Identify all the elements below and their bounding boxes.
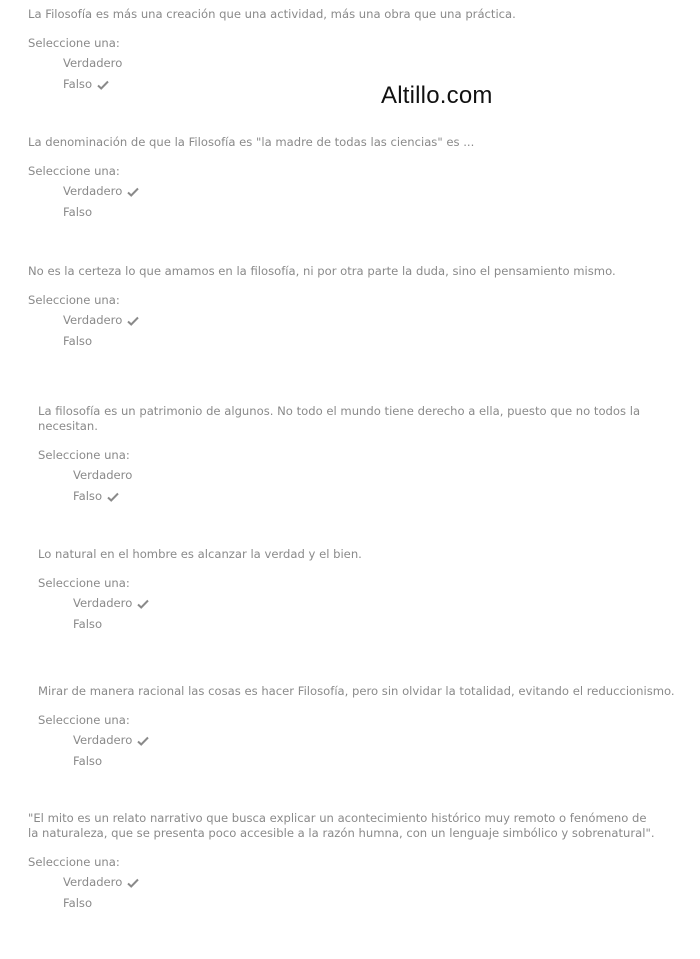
question-text: La Filosofía es más una creación que una actividad, más una obra que una práctica. (28, 7, 516, 21)
check-icon (137, 736, 149, 746)
option-label: Falso (73, 489, 103, 503)
select-prompt: Seleccione una: (28, 293, 120, 307)
question-text: No es la certeza lo que amamos en la filosofía, ni por otra parte la duda, sino el pensamiento mismo. (28, 264, 616, 278)
option-label: Verdadero (63, 875, 123, 889)
option-label: Falso (63, 205, 93, 219)
option-label: Verdadero (63, 56, 123, 70)
options-list (28, 872, 658, 914)
check-icon (127, 878, 139, 888)
check-icon (97, 80, 109, 90)
option-label: Verdadero (73, 596, 133, 610)
option-verdadero[interactable] (63, 310, 648, 331)
option-label: Verdadero (73, 468, 133, 482)
option-verdadero[interactable] (73, 730, 688, 751)
option-falso[interactable] (63, 202, 688, 223)
options-list (28, 53, 688, 95)
select-prompt: Seleccione una: (28, 855, 120, 869)
question-block (28, 7, 688, 95)
options-list (38, 730, 688, 772)
option-falso[interactable] (73, 614, 668, 635)
option-verdadero[interactable] (63, 53, 688, 74)
question-block (38, 547, 668, 635)
option-verdadero[interactable] (73, 593, 668, 614)
options-list (28, 181, 688, 223)
option-label: Verdadero (63, 313, 123, 327)
option-label: Falso (63, 896, 93, 910)
select-prompt: Seleccione una: (38, 448, 130, 462)
question-text: "El mito es un relato narrativo que busca explicar un acontecimiento histórico muy remoto o fenómeno de la naturaleza, que se presenta poco accesible a la razón humna, con un lenguaje simbólico y sobrenatural". (28, 811, 655, 840)
option-label: Verdadero (73, 733, 133, 747)
option-label: Falso (73, 617, 103, 631)
option-falso[interactable] (73, 486, 668, 507)
select-prompt: Seleccione una: (38, 713, 130, 727)
option-falso[interactable] (63, 331, 648, 352)
option-falso[interactable] (63, 74, 688, 95)
option-label: Falso (63, 77, 93, 91)
question-block (28, 264, 648, 352)
question-block (38, 404, 668, 507)
check-icon (107, 492, 119, 502)
check-icon (137, 599, 149, 609)
option-verdadero[interactable] (63, 872, 658, 893)
watermark-text: Altillo.com (381, 82, 493, 109)
question-text: La filosofía es un patrimonio de algunos. No todo el mundo tiene derecho a ella, puesto que no todos la necesitan. (38, 404, 641, 433)
check-icon (127, 187, 139, 197)
question-block (28, 135, 688, 223)
option-falso[interactable] (63, 893, 658, 914)
options-list (38, 593, 668, 635)
option-verdadero[interactable] (73, 465, 668, 486)
check-icon (127, 316, 139, 326)
select-prompt: Seleccione una: (28, 164, 120, 178)
question-text: La denominación de que la Filosofía es "la madre de todas las ciencias" es ... (28, 135, 475, 149)
select-prompt: Seleccione una: (28, 36, 120, 50)
options-list (38, 465, 668, 507)
question-block (38, 684, 688, 772)
question-text: Lo natural en el hombre es alcanzar la verdad y el bien. (38, 547, 362, 561)
options-list (28, 310, 648, 352)
option-label: Verdadero (63, 184, 123, 198)
question-text: Mirar de manera racional las cosas es hacer Filosofía, pero sin olvidar la totalidad, evitando el reduccionismo. (38, 684, 675, 698)
option-label: Falso (73, 754, 103, 768)
option-label: Falso (63, 334, 93, 348)
option-falso[interactable] (73, 751, 688, 772)
question-block (28, 811, 658, 914)
select-prompt: Seleccione una: (38, 576, 130, 590)
option-verdadero[interactable] (63, 181, 688, 202)
